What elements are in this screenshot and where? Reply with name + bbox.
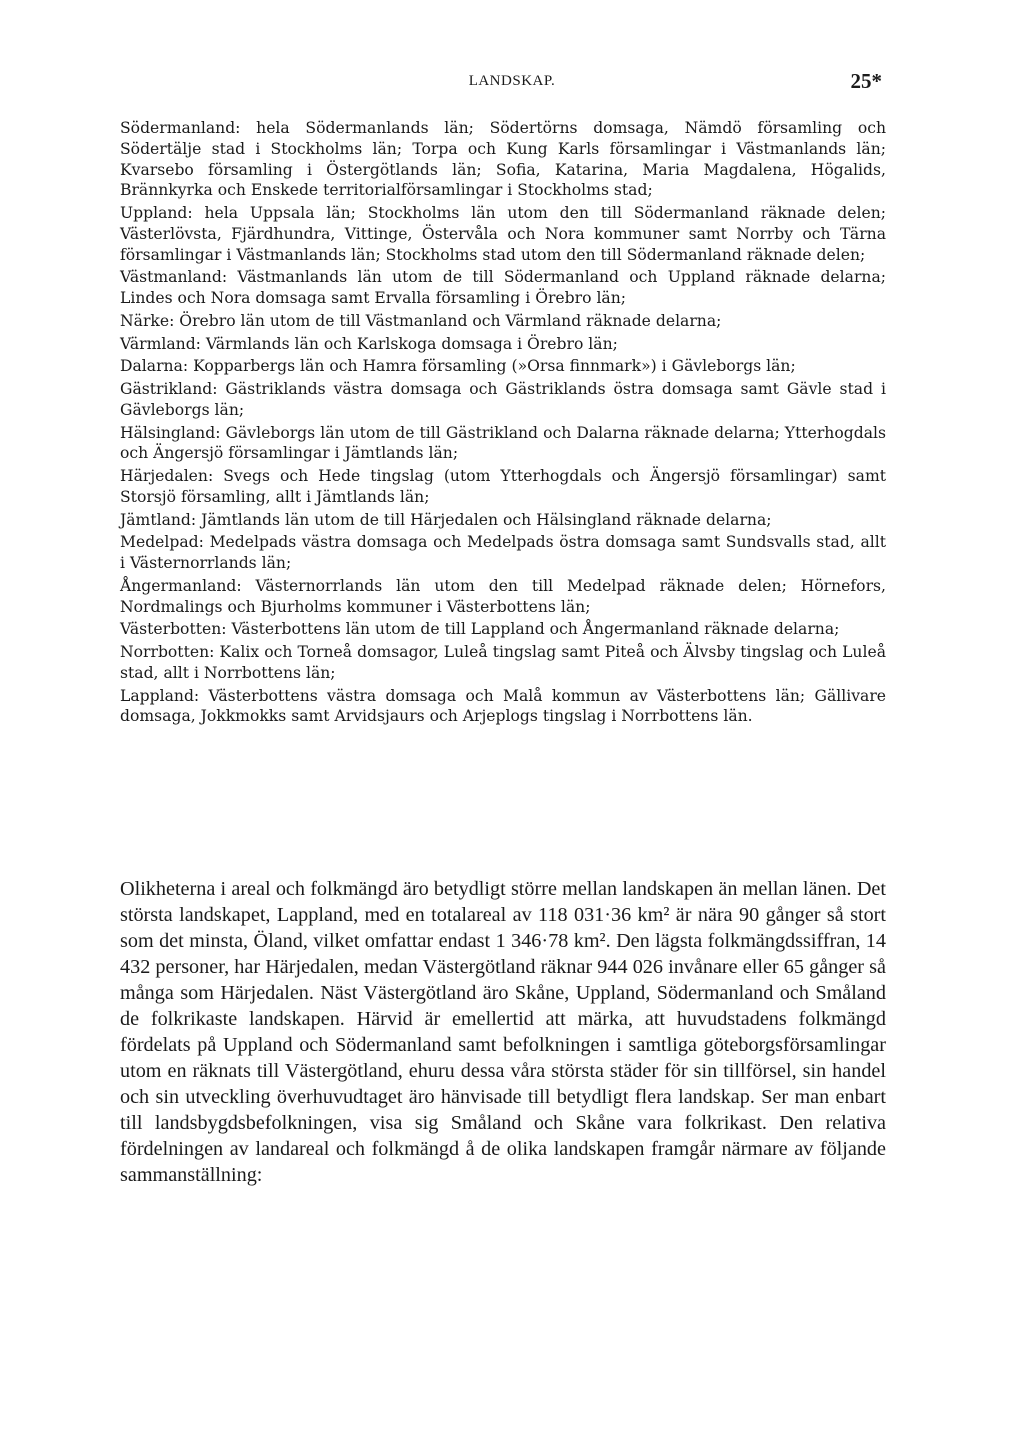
province-description: hela Södermanlands län; Södertörns domsaga, Nämdö församling och Södertälje stad i Stockholms län; Torpa och Kung Karls församlingar i Västmanlands län; Kvarsebo församling i Östergötlands län; Sofia, Katarina, Maria Magdalena, Högalids, Brännkyrka och Enskede territorialförsamlingar i Stockholms stad; [120,119,886,200]
province-name: Medelpad: [120,533,204,552]
running-title: LANDSKAP. [468,73,556,89]
province-description: Västernorrlands län utom den till Medelpad räknade delen; Hörnefors, Nordmalings och Bjurholms kommuner i Västerbottens län; [120,576,886,616]
province-name: Uppland: [120,204,193,222]
list-item [120,356,886,377]
province-name: Västerbotten: [120,620,227,639]
province-name: Dalarna: [120,357,189,376]
province-description: hela Uppsala län; Stockholms län utom den till Södermanland räknade delen; Västerlövsta, Fjärdhundra, Vittinge, Östervåla och Nora kommuner samt Norrby och Tärna församlingar i Västmanlands län; Stockholms stad utom den till Södermanland räknade delen; [120,204,886,264]
province-name: Lappland: [120,686,200,705]
province-definition-list [120,118,886,729]
body-paragraph: Olikheterna i areal och folkmängd äro betydligt större mellan landskapen än mellan länen. Det största landskapet, Lappland, med en totalareal av 118 031·36 km² är nära 90 gånger så stort som det minsta, Öland, vilket omfattar endast 1 346·78 km². Den lägsta folkmängdssiffran, 14 432 personer, har Härjedalen, medan Västergötland räknar 944 026 invånare eller 65 gånger så många som Härjedalen. Näst Västergötland äro Skåne, Uppland, Södermanland och Småland de folkrikaste landskapen. Härvid är emellertid att märka, att huvudstadens folkmängd fördelats på Uppland och Södermanland samt befolkningen i samtliga göteborgsförsamlingar utom en räknats till Västergötland, ehuru dessa våra största städer för sin tillförsel, sin handel och sin utveckling överhuvudtaget äro hänvisade till betydligt flera landskap. Ser man enbart till landsbygdsbefolkningen, visa sig Småland och Skåne vara folkrikast. Den relativa fördelningen av landareal och folkmängd å de olika landskapen framgår närmare av följande sammanställning: [120,878,886,1186]
list-item [120,267,886,309]
province-name: Västmanland: [120,268,228,287]
list-item [120,532,886,574]
province-name: Värmland: [120,334,201,353]
province-name: Norrbotten: [120,643,215,661]
list-item [120,510,886,531]
province-name: Hälsingland: [120,423,221,442]
list-item [120,642,886,684]
province-name: Gästrikland: [120,380,218,398]
page-number: 25* [850,69,882,93]
province-name: Ångermanland: [120,576,242,595]
list-item [120,466,886,508]
province-description: Gästriklands västra domsaga och Gästriklands östra domsaga samt Gävle stad i Gävleborgs län; [120,380,886,419]
province-description: Kalix och Torneå domsagor, Luleå tingslag samt Piteå och Älvsby tingslag och Luleå stad, allt i Norrbottens län; [120,643,886,682]
list-item [120,118,886,201]
province-name: Närke: [120,311,175,330]
province-description: Örebro län utom de till Västmanland och Värmland räknade delarna; [174,311,722,330]
list-item [120,576,886,618]
list-item [120,311,886,332]
province-description: Svegs och Hede tingslag (utom Ytterhogdals och Ängersjö församlingar) samt Storsjö församling, allt i Jämtlands län; [120,467,886,506]
province-name: Jämtland: [120,510,197,529]
province-description: Kopparbergs län och Hamra församling (»Orsa finnmark») i Gävleborgs län; [188,357,796,376]
list-item [120,686,886,728]
province-description: Västerbottens län utom de till Lappland och Ångermanland räknade delarna; [226,620,840,639]
province-description: Jämtlands län utom de till Härjedalen och Hälsingland räknade delarna; [196,510,772,529]
list-item [120,334,886,355]
province-description: Medelpads västra domsaga och Medelpads östra domsaga samt Sundsvalls stad, allt i Västernorrlands län; [120,533,886,572]
province-description: Västerbottens västra domsaga och Malå kommun av Västerbottens län; Gällivare domsaga, Jokkmokks samt Arvidsjaurs och Arjeplogs tingslag i Norrbottens län. [120,686,886,726]
province-description: Gävleborgs län utom de till Gästrikland och Dalarna räknade delarna; Ytterhogdals och Ängersjö församlingar i Jämtlands län; [120,423,886,463]
province-description: Värmlands län och Karlskoga domsaga i Örebro län; [200,334,618,353]
list-item [120,619,886,640]
list-item [120,379,886,421]
list-item [120,203,886,265]
list-item [120,423,886,465]
province-name: Södermanland: [120,119,241,137]
province-description: Västmanlands län utom de till Södermanland och Uppland räknade delarna; Lindes och Nora domsaga samt Ervalla församling i Örebro län; [120,268,886,307]
province-name: Härjedalen: [120,467,214,485]
